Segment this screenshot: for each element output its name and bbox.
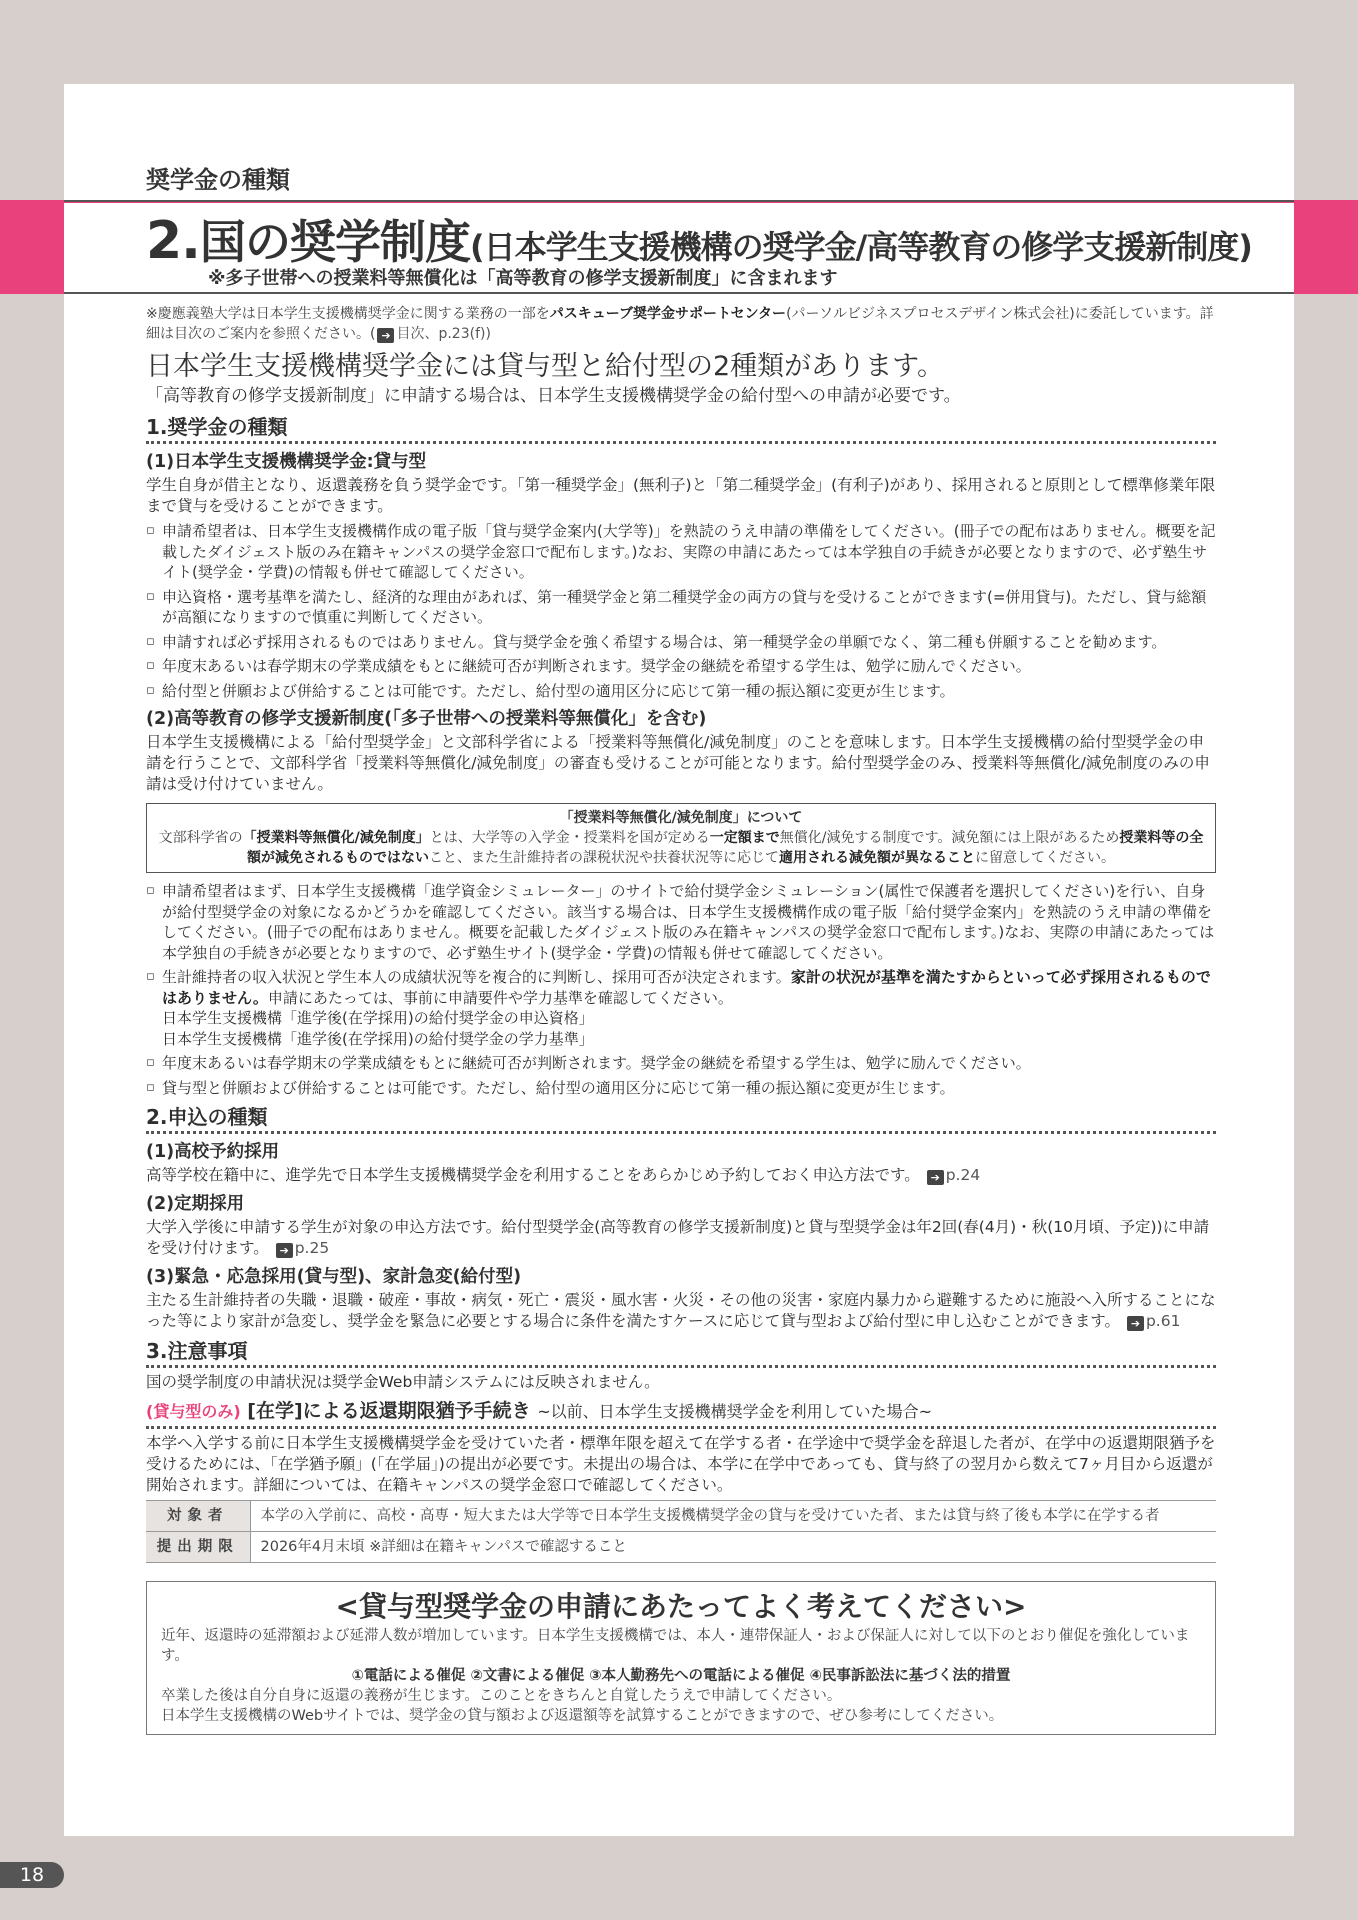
body-text: 大学入学後に申請する学生が対象の申込方法です。給付型奨学金(高等教育の修学支援新制度)と貸与型奨学金は年2回(春(4月)・秋(10月頃、予定))に申請を受け付けます。	[146, 1218, 1210, 1257]
list-item: ▫ 申請希望者は、日本学生支援機構作成の電子版「貸与奨学金案内(大学等)」を熟読のうえ申請の準備をしてください。(冊子での配布はありません。概要を記載したダイジェスト版のみ在籍キャンパスの奨学金窓口で配布します。)なお、実際の申請にあたっては本学独自の手続きが必要となりますので、必ず塾生サイト(奨学金・学費)の情報も併せて確認してください。	[146, 521, 1216, 583]
box-title: 「授業料等無償化/減免制度」について	[559, 810, 803, 826]
think-paragraph: 卒業した後は自分自身に返還の義務が生じます。このことをきちんと自覚したうえで申請してください。	[161, 1688, 842, 1704]
bullet-text: 申請にあたっては、事前に申請要件や学力基準を確認してください。	[267, 988, 733, 1007]
note-text: ※慶應義塾大学は日本学生支援機構奨学金に関する業務の一部を	[146, 306, 550, 322]
title-main: 国の奨学制度	[199, 215, 470, 269]
eligibility-link[interactable]: 日本学生支援機構「進学後(在学採用)の給付奨学金の申込資格」	[162, 1009, 594, 1027]
box-bold: 適用される減免額が異なること	[779, 850, 975, 866]
section-kind: 奨学金の種類	[146, 166, 290, 194]
list-item	[146, 967, 1216, 1049]
table-key: 対象者	[146, 1501, 250, 1532]
title-number: 2.	[146, 211, 200, 271]
box-bold: 授業料等の全額が減免されるものではない	[247, 830, 1204, 866]
bullet-bold: 家計の状況が基準を満たすからといって必ず採用されるものではありません。	[162, 968, 1211, 1007]
note-bold: パスキューブ奨学金サポートセンター	[549, 306, 787, 322]
table-row	[146, 1532, 1216, 1563]
arrow-right-box-icon: ➔	[927, 1170, 944, 1185]
page-link[interactable]: p.61	[1145, 1312, 1181, 1330]
toc-link[interactable]: 目次、p.23(f))	[396, 326, 491, 342]
heading-scholarship-types: 1.奨学金の種類	[146, 416, 1216, 444]
box-text: とは、大学等の入学金・授業料を国が定める	[429, 830, 710, 846]
lead-text: 日本学生支援機構奨学金には貸与型と給付型の2種類があります。	[146, 351, 945, 382]
think-title: <貸与型奨学金の申請にあたってよく考えてください>	[335, 1590, 1027, 1623]
heading-regular-adoption: (2)定期採用	[146, 1194, 245, 1214]
heading-deferment	[146, 1399, 1216, 1429]
list-item: ▫ 申請すれば必ず採用されるものではありません。貸与奨学金を強く希望する場合は、第一種奨学金の単願でなく、第二種も併願することを勧めます。	[146, 632, 1216, 653]
page-link[interactable]: p.25	[294, 1239, 330, 1257]
box-body	[155, 828, 1207, 868]
list-item: ▫ 申請希望者はまず、日本学生支援機構「進学資金シミュレーター」のサイトで給付奨学金シミュレーション(属性で保護者を選択してください)を行い、自身が給付型奨学金の対象になるかどうかを確認してください。該当する場合は、日本学生支援機構作成の電子版「給付奨学金案内」を熟読のうえ申請の準備をしてください。(冊子での配布はありません。概要を記載したダイジェスト版のみ在籍キャンパスの奨学金窓口で配布します。)なお、実際の申請にあたっては本学独自の手続きが必要となりますので、必ず塾生サイト(奨学金・学費)の情報も併せて確認してください。	[146, 881, 1216, 963]
box-text: に留意してください。	[975, 850, 1115, 866]
list-item: ▫ 年度末あるいは春学期末の学業成績をもとに継続可否が判断されます。奨学金の継続を希望する学生は、勉学に励んでください。	[146, 656, 1216, 677]
heading-emergency-adoption: (3)緊急・応急採用(貸与型)、家計急変(給付型)	[146, 1267, 522, 1287]
new-support-body: 日本学生支援機構による「給付型奨学金」と文部科学省による「授業料等無償化/減免制度」のことを意味します。日本学生支援機構の給付型奨学金の申請を行うことで、文部科学省「授業料等無償化/減免制度」の審査も受けることが可能となります。給付型奨学金のみ、授業料等無償化/減免制度のみの申請は受け付けていません。	[146, 733, 1210, 793]
body-text: 高等学校在籍中に、進学先で日本学生支援機構奨学金を利用することをあらかじめ予約しておく申込方法です。	[146, 1166, 920, 1184]
hs-reservation-body	[146, 1165, 1216, 1186]
list-item: ▫ 年度末あるいは春学期末の学業成績をもとに継続可否が判断されます。奨学金の継続を希望する学生は、勉学に励んでください。	[146, 1053, 1216, 1074]
main-content	[146, 304, 1216, 1735]
table-value: 2026年4月末頃 ※詳細は在籍キャンパスで確認すること	[250, 1532, 1216, 1563]
loan-only-tag: (貸与型のみ)	[146, 1402, 241, 1421]
loan-type-body: 学生自身が借主となり、返還義務を負う奨学金です。「第一種奨学金」(無利子)と「第二種奨学金」(有利子)があり、採用されると原則として標準修業年限まで貸与を受けることができます。	[146, 476, 1216, 515]
title-sub: (日本学生支援機構の奨学金/高等教育の修学支援新制度)	[469, 228, 1252, 266]
tuition-exemption-box	[146, 803, 1216, 873]
bullet-text: 生計維持者の収入状況と学生本人の成績状況等を複合的に判断し、採用可否が決定されます。	[162, 968, 791, 986]
heading-hs-reservation: (1)高校予約採用	[146, 1142, 280, 1162]
box-text: 無償化/減免する制度です。減免額には上限があるため	[779, 830, 1120, 846]
table-key: 提出期限	[146, 1532, 250, 1563]
box-text: 文部科学省の	[158, 830, 243, 846]
loan-type-bullets	[146, 521, 1216, 701]
page-link[interactable]: p.24	[945, 1166, 981, 1184]
box-bold: 「授業料等無償化/減免制度」	[242, 830, 430, 846]
outsourcing-note	[146, 304, 1216, 344]
title-rule-top	[64, 200, 1294, 202]
collection-measures: ①電話による催促 ②文書による催促 ③本人勤務先への電話による催促 ④民事訴訟法に基づく法的措置	[351, 1668, 1011, 1684]
lead-subtext: 「高等教育の修学支援新制度」に申請する場合は、日本学生支援機構奨学金の給付型への申請が必要です。	[146, 386, 961, 406]
deferment-title: [在学]による返還期限猶予手続き	[247, 1400, 531, 1422]
think-carefully-box	[146, 1581, 1216, 1735]
arrow-right-box-icon: ➔	[377, 328, 394, 343]
list-item: ▫ 貸与型と併願および併給することは可能です。ただし、給付型の適用区分に応じて第一種の振込額に変更が生じます。	[146, 1078, 1216, 1099]
notes-body: 国の奨学制度の申請状況は奨学金Web申請システムには反映されません。	[146, 1373, 660, 1391]
body-text: 主たる生計維持者の失職・退職・破産・事故・病気・死亡・震災・風水害・火災・その他の災害・家庭内暴力から避難するために施設へ入所することになった等により家計が急変し、奨学金を緊急に必要とする場合に条件を満たすケースに応じて貸与型および給付型に申し込むことができます。	[146, 1291, 1216, 1330]
list-item: ▫ 給付型と併願および併給することは可能です。ただし、給付型の適用区分に応じて第一種の振込額に変更が生じます。	[146, 681, 1216, 702]
box-text: こと、また生計維持者の課税状況や扶養状況等に応じて	[429, 850, 779, 866]
emergency-adoption-body	[146, 1290, 1216, 1332]
title-note: ※多子世帯への授業料等無償化は「高等教育の修学支援新制度」に含まれます	[208, 268, 838, 289]
page-number: 18	[0, 1862, 64, 1888]
new-support-bullets	[146, 881, 1216, 1098]
note-text-2: (パーソルビジネスプロセスデザイン株式会社)に委託しています。詳細は目次のご案内を参照ください。(	[146, 306, 1214, 342]
regular-adoption-body	[146, 1217, 1216, 1259]
heading-new-support-system: (2)高等教育の修学支援新制度(「多子世帯への授業料等無償化」を含む)	[146, 709, 707, 729]
academic-standard-link[interactable]: 日本学生支援機構「進学後(在学採用)の給付奨学金の学力基準」	[162, 1029, 594, 1048]
list-item: ▫ 申込資格・選考基準を満たし、経済的な理由があれば、第一種奨学金と第二種奨学金の両方の貸与を受けることができます(=併用貸与)。ただし、貸与総額が高額になりますので慎重に判断してください。	[146, 587, 1216, 628]
heading-notes: 3.注意事項	[146, 1340, 1216, 1368]
heading-loan-type: (1)日本学生支援機構奨学金:貸与型	[146, 452, 427, 472]
deferment-table	[146, 1500, 1216, 1563]
deferment-body: 本学へ入学する前に日本学生支援機構奨学金を受けていた者・標準年限を超えて在学する者・在学途中で奨学金を辞退した者が、在学中の返還期限猶予を受けるためには、「在学猶予願」(「在学届」)の提出が必要です。未提出の場合は、本学に在学中であっても、貸与終了の翌月から数えて7ヶ月目から返還が開始されます。詳細については、在籍キャンパスの奨学金窓口で確認してください。	[146, 1434, 1216, 1494]
page-title	[146, 206, 1252, 272]
heading-application-types: 2.申込の種類	[146, 1106, 1216, 1134]
table-row	[146, 1501, 1216, 1532]
arrow-right-box-icon: ➔	[276, 1243, 293, 1258]
think-paragraph: 近年、返還時の延滞額および延滞人数が増加しています。日本学生支援機構では、本人・連帯保証人・および保証人に対して以下のとおり催促を強化しています。	[161, 1628, 1190, 1664]
arrow-right-box-icon: ➔	[1127, 1316, 1144, 1331]
title-rule-bottom	[64, 292, 1294, 294]
think-paragraph: 日本学生支援機構のWebサイトでは、奨学金の貸与額および返還額等を試算することができますので、ぜひ参考にしてください。	[161, 1708, 1004, 1724]
deferment-subtitle: ~以前、日本学生支援機構奨学金を利用していた場合~	[537, 1402, 933, 1421]
box-bold: 一定額まで	[709, 830, 780, 846]
table-value: 本学の入学前に、高校・高専・短大または大学等で日本学生支援機構奨学金の貸与を受けていた者、または貸与終了後も本学に在学する者	[250, 1501, 1216, 1532]
